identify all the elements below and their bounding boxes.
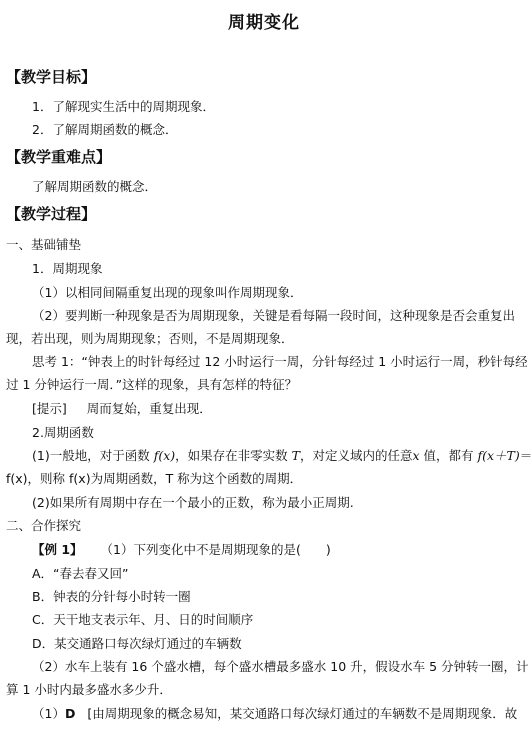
answer-explanation: [由周期现象的概念易知，某交通路口每次绿灯通过的车辆数不是周期现象．故 — [87, 706, 518, 721]
pf-text-d: 值，都有 — [419, 448, 478, 463]
definition-2-line1: （2）要判断一种现象是否为周期现象，关键是看每隔一段时间，这种现象是否会重复出 — [32, 308, 515, 323]
hint-label: [提示] — [32, 401, 67, 416]
section-heading-goals: 【教学目标】 — [6, 68, 97, 86]
example-question-1: （1）下列变化中不是周期现象的是( ) — [100, 542, 331, 557]
minimum-period-definition: (2)如果所有周期中存在一个最小的正数，称为最小正周期. — [32, 495, 354, 510]
option-a: A．“春去春又回” — [32, 566, 129, 581]
option-c: C．天干地支表示年、月、日的时间顺序 — [32, 612, 254, 627]
key-point-text: 了解周期函数的概念． — [32, 179, 158, 194]
option-d: D．某交通路口每次绿灯通过的车辆数 — [32, 636, 242, 651]
answer-prefix: （1） — [32, 706, 65, 721]
option-b: B．钟表的分针每小时转一圈 — [32, 589, 191, 604]
goal-item-1: 1．了解现实生活中的周期现象． — [32, 99, 215, 114]
pf-text-a: (1)一般地，对于函数 — [32, 448, 154, 463]
pf-fxT: f(x＋T) — [477, 448, 520, 463]
example-label: 【例 1】 — [32, 542, 83, 557]
goal-item-2: 2．了解周期函数的概念． — [32, 122, 178, 137]
part1-heading: 一、基础铺垫 — [6, 237, 82, 252]
answer-line — [32, 706, 517, 722]
part2-heading: 二、合作探究 — [6, 518, 82, 533]
pf-text-c: ，对定义域内的任意 — [299, 448, 413, 463]
pf-text-b: ，如果存在非零实数 — [175, 448, 292, 463]
think-question-line2: 过 1 分钟运行一周．”这样的现象，具有怎样的特征？ — [6, 377, 298, 392]
answer-letter: D — [64, 706, 76, 721]
document-title: 周期变化 — [228, 13, 300, 33]
pf-fx: f(x) — [153, 448, 176, 463]
hint-line — [32, 401, 212, 417]
periodic-function-definition-line2: f(x)，则称 f(x)为周期函数，T 称为这个函数的周期． — [6, 471, 303, 486]
pf-T: T — [291, 448, 300, 463]
subheading-periodic-phenomenon: 1．周期现象 — [32, 261, 103, 276]
example-1-line — [32, 542, 331, 558]
question-2-line2: 算 1 小时内最多盛水多少升． — [6, 682, 172, 697]
subheading-periodic-function: 2.周期函数 — [32, 425, 94, 440]
think-question-line1: 思考 1：“钟表上的时针每经过 12 小时运行一周，分针每经过 1 小时运行一周，秒针每经 — [32, 354, 528, 369]
pf-text-e: ＝ — [519, 448, 532, 463]
definition-2-line2: 现，若出现，则为周期现象；否则，不是周期现象． — [6, 331, 294, 346]
periodic-function-definition-line1 — [32, 448, 532, 464]
pf-x: x — [412, 448, 420, 463]
definition-1: （1）以相同间隔重复出现的现象叫作周期现象． — [32, 285, 303, 300]
hint-text: 周而复始，重复出现． — [86, 401, 212, 416]
question-2-line1: （2）水车上装有 16 个盛水槽，每个盛水槽最多盛水 10 升，假设水车 5 分钟转一圈，计 — [32, 659, 529, 674]
section-heading-key-points: 【教学重难点】 — [6, 148, 112, 166]
section-heading-process: 【教学过程】 — [6, 205, 97, 223]
